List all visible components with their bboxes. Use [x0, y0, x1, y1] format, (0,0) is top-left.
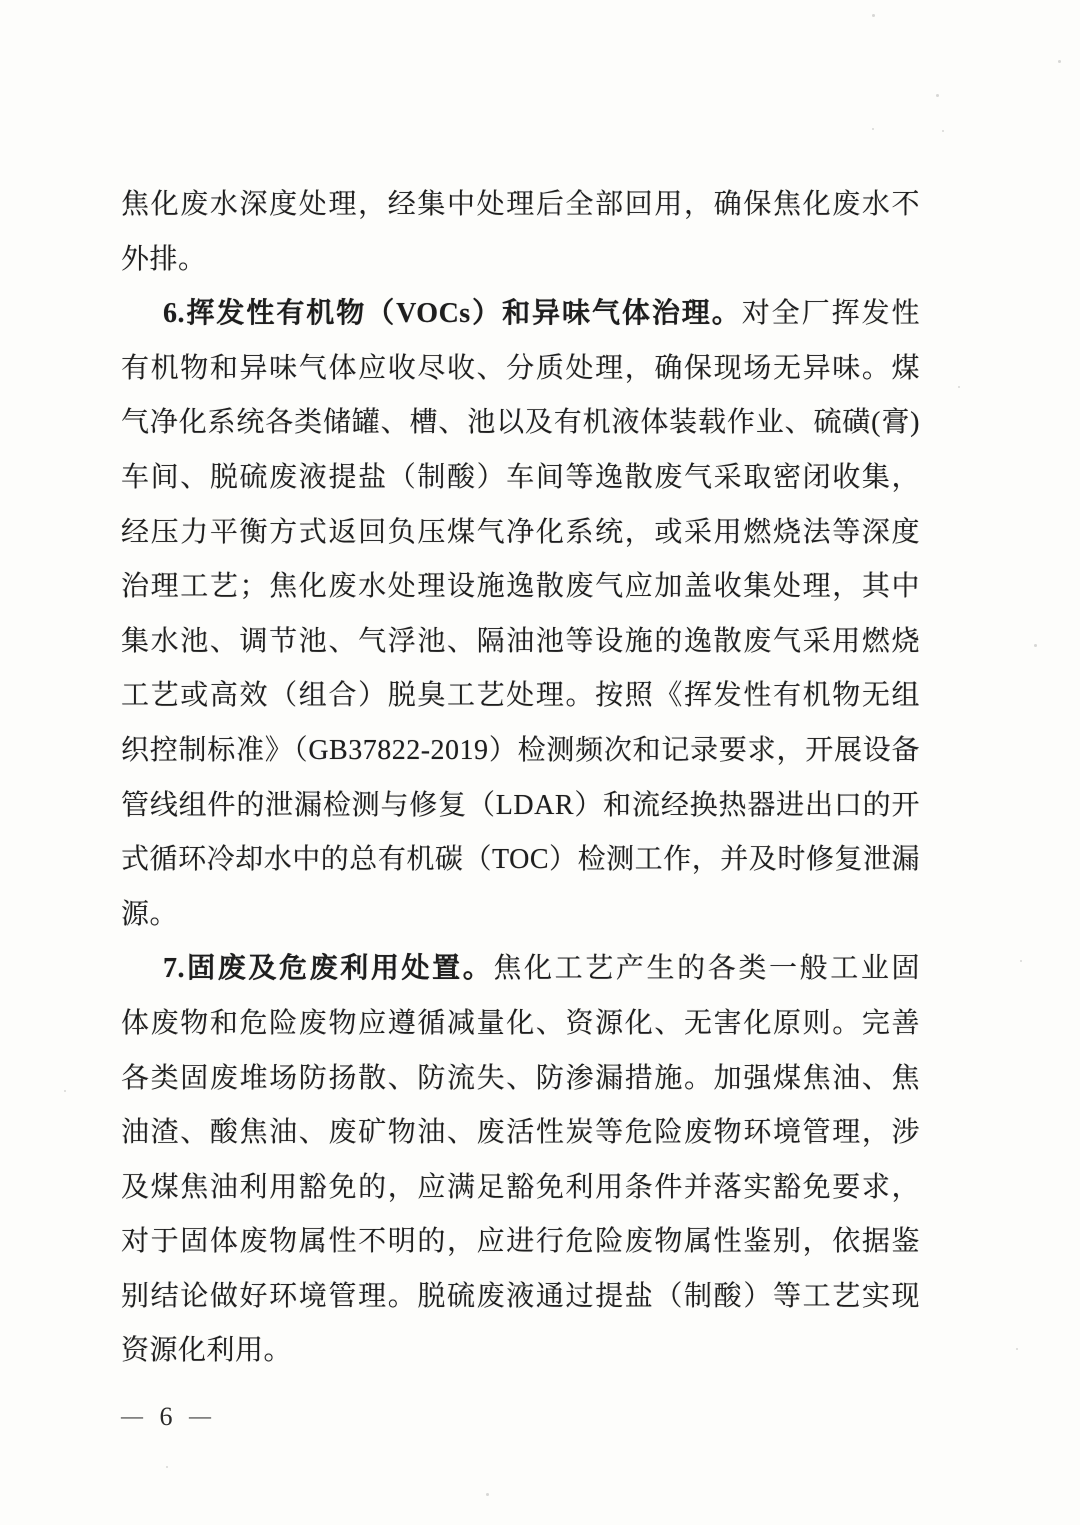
paragraph-heading: 7.固废及危废利用处置。	[163, 953, 494, 985]
footer-dash-right: —	[189, 1403, 211, 1428]
footer-dash-left: —	[121, 1403, 143, 1428]
text-line-8	[121, 560, 920, 615]
text-line-22	[121, 1324, 920, 1379]
paragraph-text: 油渣、酸焦油、废矿物油、废活性炭等危险废物环境管理，涉	[121, 1117, 920, 1149]
scan-speckle	[64, 1090, 66, 1092]
text-line-9	[121, 615, 920, 670]
text-line-15	[121, 942, 920, 997]
text-line-20	[121, 1215, 920, 1270]
text-line-2	[121, 233, 920, 288]
paragraph-text: 式循环冷却水中的总有机碳（TOC）检测工作，并及时修复泄漏	[121, 844, 920, 876]
scan-speckle	[1016, 1348, 1018, 1350]
scan-speckle	[1034, 644, 1037, 647]
paragraph-text: 焦化废水深度处理，经集中处理后全部回用，确保焦化废水不	[121, 189, 920, 220]
paragraph-heading: 6.挥发性有机物（VOCs）和异味气体治理。	[163, 298, 742, 330]
text-line-3	[121, 287, 920, 342]
text-line-13	[121, 833, 920, 888]
scan-speckle	[958, 386, 960, 388]
paragraph-text: 有机物和异味气体应收尽收、分质处理，确保现场无异味。煤	[121, 352, 920, 384]
scan-speckle	[1058, 60, 1061, 63]
text-line-6	[121, 451, 920, 506]
text-line-5	[121, 396, 920, 451]
page-footer	[121, 1400, 211, 1432]
paragraph-text: 织控制标准》（GB37822-2019）检测频次和记录要求，开展设备	[121, 734, 920, 766]
text-line-7	[121, 506, 920, 561]
paragraph-text: 车间、脱硫废液提盐（制酸）车间等逸散废气采取密闭收集，	[121, 461, 920, 493]
paragraph-text: 焦化工艺产生的各类一般工业固	[493, 953, 920, 985]
scan-speckle	[1020, 960, 1022, 962]
scan-speckle	[872, 14, 875, 17]
text-line-14	[121, 888, 920, 943]
text-line-12	[121, 779, 920, 834]
paragraph-text: 各类固废堆场防扬散、防流失、防渗漏措施。加强煤焦油、焦	[121, 1062, 920, 1094]
paragraph-text: 集水池、调节池、气浮池、隔油池等设施的逸散废气采用燃烧	[121, 625, 920, 657]
text-line-16	[121, 997, 920, 1052]
paragraph-text: 别结论做好环境管理。脱硫废液通过提盐（制酸）等工艺实现	[121, 1280, 920, 1312]
scan-speckle	[486, 1493, 489, 1496]
text-line-1	[121, 178, 920, 233]
paragraph-text: 体废物和危险废物应遵循减量化、资源化、无害化原则。完善	[121, 1007, 920, 1039]
paragraph-text: 源。	[121, 898, 179, 930]
paragraph-text: 治理工艺；焦化废水处理设施逸散废气应加盖收集处理，其中	[121, 571, 920, 603]
paragraph-text: 管线组件的泄漏检测与修复（LDAR）和流经换热器进出口的开	[121, 789, 920, 821]
text-line-11	[121, 724, 920, 779]
text-line-18	[121, 1106, 920, 1161]
text-line-21	[121, 1270, 920, 1325]
scan-speckle	[166, 1466, 168, 1468]
paragraph-text: 经压力平衡方式返回负压煤气净化系统，或采用燃烧法等深度	[121, 516, 920, 548]
scan-speckle	[872, 128, 874, 130]
paragraph-text: 工艺或高效（组合）脱臭工艺处理。按照《挥发性有机物无组	[121, 680, 920, 712]
text-line-10	[121, 669, 920, 724]
paragraph-text: 外排。	[121, 243, 207, 275]
document-body	[121, 178, 920, 1379]
page-number: 6	[159, 1402, 173, 1431]
text-line-4	[121, 342, 920, 397]
scan-speckle	[942, 130, 944, 132]
paragraph-text: 气净化系统各类储罐、槽、池以及有机液体装载作业、硫磺(膏)	[121, 407, 920, 439]
text-line-17	[121, 1052, 920, 1107]
paragraph-text: 及煤焦油利用豁免的，应满足豁免利用条件并落实豁免要求，	[121, 1171, 920, 1203]
text-line-19	[121, 1161, 920, 1216]
paragraph-text: 对于固体废物属性不明的，应进行危险废物属性鉴别，依据鉴	[121, 1226, 920, 1258]
paragraph-text: 资源化利用。	[121, 1335, 293, 1367]
paragraph-text: 对全厂挥发性	[741, 298, 920, 330]
scan-speckle	[936, 94, 939, 97]
